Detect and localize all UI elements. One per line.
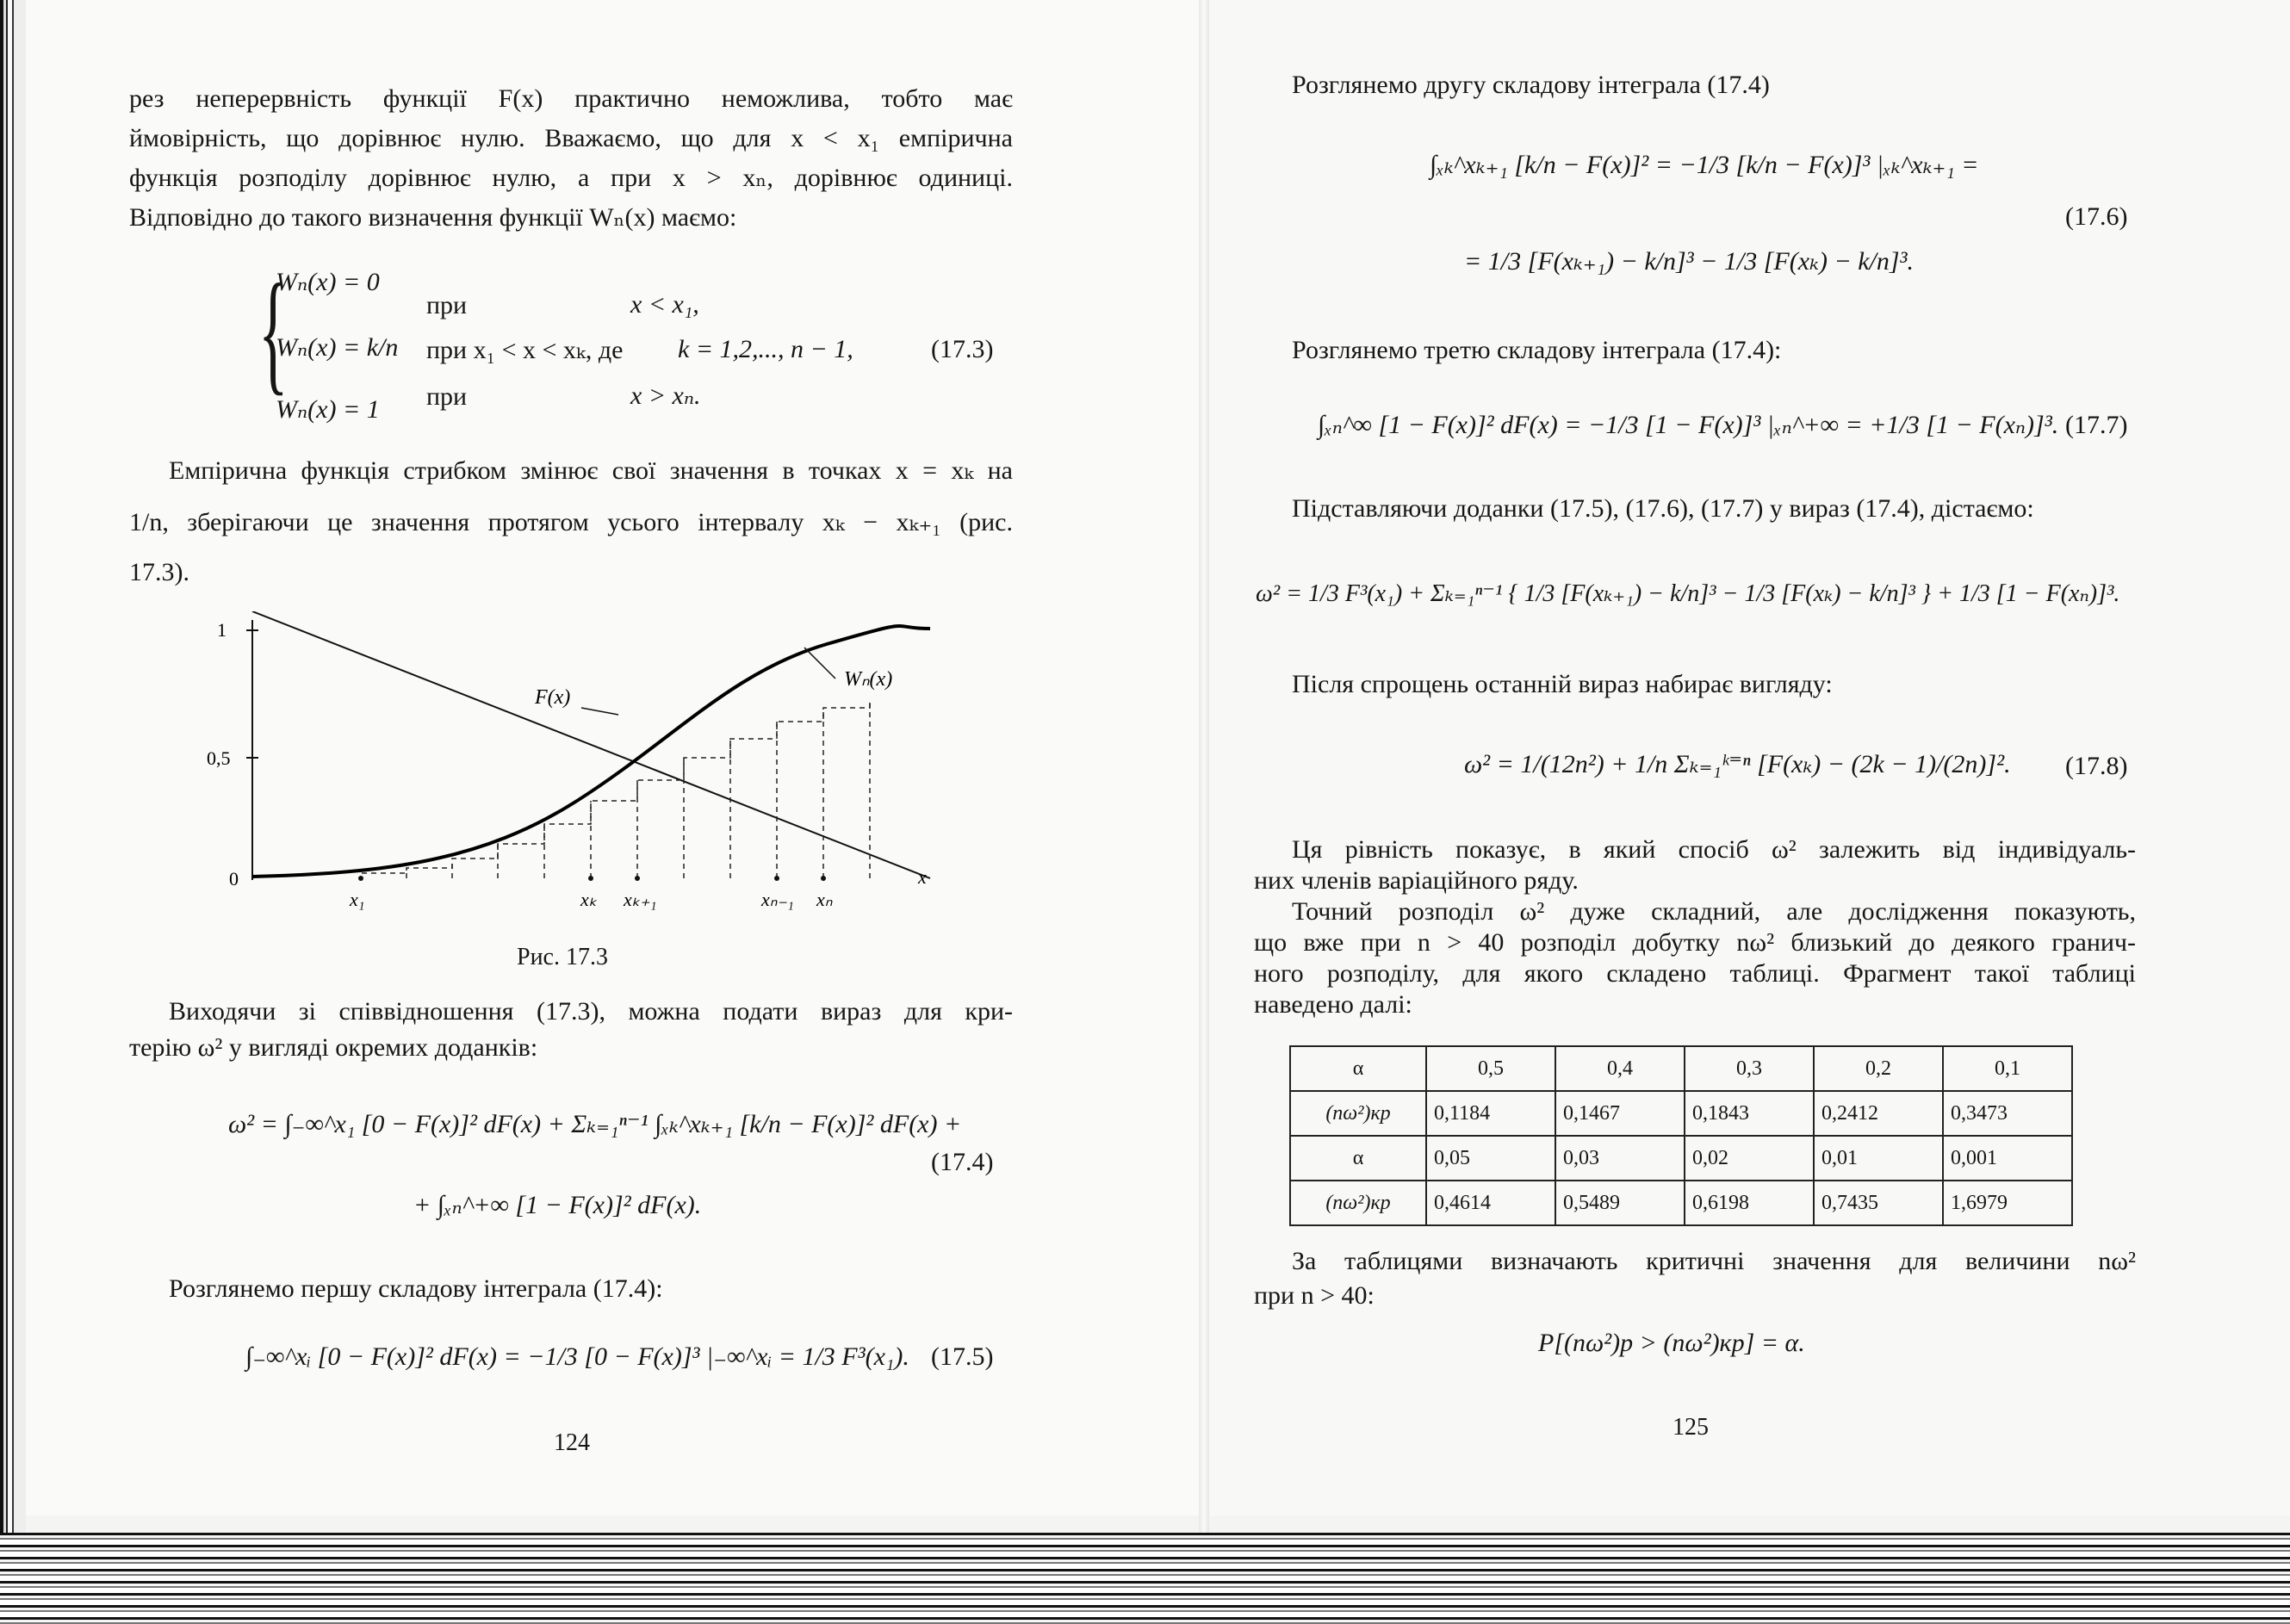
table-cell: 0,3 xyxy=(1685,1046,1814,1091)
left-para3-line2: терію ω² у вигляді окремих доданків: xyxy=(129,1033,538,1062)
y-tick-label-1: 1 xyxy=(217,619,227,641)
equation-number-17-3: (17.3) xyxy=(931,335,994,363)
table-row xyxy=(1290,1136,2072,1181)
right-para5-line5: ного розподілу, для якого складено таблиці. Фрагмент такої таблиці xyxy=(1254,959,2136,988)
y-tick-label-0: 0 xyxy=(229,868,239,889)
right-para5-line4: що вже при n > 40 розподіл добутку nω² близький до деякого гранич- xyxy=(1254,928,2136,957)
table-cell: 0,4614 xyxy=(1426,1181,1555,1225)
left-para1-line3: функція розподілу дорівнює нулю, а при x > xₙ, дорівнює одиниці. xyxy=(129,164,1013,192)
table-cell: 0,001 xyxy=(1943,1136,2072,1181)
table-cell: 0,02 xyxy=(1685,1136,1814,1181)
equation-17-7: ∫ₓₙ^∞ [1 − F(x)]² dF(x) = −1/3 [1 − F(x)]³ |ₓₙ^+∞ = +1/3 [1 − F(xₙ)]³. xyxy=(1318,411,2059,439)
system-row-2: Wₙ(x) = k/n xyxy=(276,333,399,362)
right-page-number: 125 xyxy=(1673,1414,1709,1441)
left-para3-line1: Виходячи зі співвідношення (17.3), можна подати вираз для кри- xyxy=(169,997,1013,1026)
left-para1-line4: Відповідно до такого визначення функції Wₙ(x) маємо: xyxy=(129,203,737,232)
x-tick-point-n1 xyxy=(774,876,779,881)
right-para4: Після спрощень останній вираз набирає вигляду: xyxy=(1292,670,1833,698)
equation-17-6-line2: = 1/3 [F(xₖ₊₁) − k/n]³ − 1/3 [F(xₖ) − k/n]³. xyxy=(1464,247,1915,276)
x-tick-label-xn: xₙ xyxy=(816,889,833,910)
table-cell: 0,1184 xyxy=(1426,1091,1555,1136)
left-para2-line2: 1/n, зберігаючи це значення протягом усього інтервалу xₖ − xₖ₊₁ (рис. xyxy=(129,508,1013,536)
critical-values-table xyxy=(1289,1045,2073,1226)
x-tick-point-n xyxy=(821,876,826,881)
curve-label-leader xyxy=(581,708,618,715)
table-cell: 0,7435 xyxy=(1814,1181,1943,1225)
left-para1-line2: ймовірність, що дорівнює нулю. Вважаємо, що для x < x₁ емпірична xyxy=(129,124,1013,152)
table-row-label: α xyxy=(1290,1136,1426,1181)
system-row-1: Wₙ(x) = 0 xyxy=(276,268,380,296)
table-row xyxy=(1290,1046,2072,1091)
right-para3: Підставляючи доданки (17.5), (17.6), (17.7) у вираз (17.4), дістаємо: xyxy=(1292,494,2034,523)
system-brace: { xyxy=(258,256,289,408)
x-tick-point-k1 xyxy=(635,876,640,881)
right-para6-line1: За таблицями визначають критичні значення для величини nω² xyxy=(1292,1247,2136,1275)
equation-final-probability: P[(nω²)р > (nω²)кр] = α. xyxy=(1538,1329,1805,1357)
table-cell: 0,03 xyxy=(1555,1136,1685,1181)
left-page-number: 124 xyxy=(554,1429,590,1456)
equation-number-17-6: (17.6) xyxy=(2065,202,2128,231)
equation-17-6-line1: ∫ₓₖ^xₖ₊₁ [k/n − F(x)]² = −1/3 [k/n − F(x)]³ |ₓₖ^xₖ₊₁ = xyxy=(1430,151,1979,179)
right-para5-line6: наведено далі: xyxy=(1254,990,1412,1019)
right-para5-line2: них членів варіаційного ряду. xyxy=(1254,866,1579,895)
system-cond-1: при xyxy=(426,291,468,319)
right-para5-line3: Точний розподіл ω² дуже складний, але дослідження показують, xyxy=(1292,897,2136,926)
table-cell: 0,3473 xyxy=(1943,1091,2072,1136)
table-cell: 0,2412 xyxy=(1814,1091,1943,1136)
x-tick-label-xk1: xₖ₊₁ xyxy=(624,889,657,910)
page-stack-edge xyxy=(0,1533,2290,1624)
book-binding-edge xyxy=(0,0,26,1624)
x-tick-label-x1: x₁ xyxy=(350,889,365,910)
x-axis-label: x xyxy=(918,866,927,888)
system-range-2: k = 1,2,..., n − 1, xyxy=(678,335,853,363)
equation-17-4-line1: ω² = ∫₋∞^x₁ [0 − F(x)]² dF(x) + Σₖ₌₁ⁿ⁻¹ ∫ₓₖ^xₖ₊₁ [k/n − F(x)]² dF(x) + xyxy=(228,1110,962,1138)
table-row-label: (nω²)кр xyxy=(1290,1091,1426,1136)
table-cell: 0,05 xyxy=(1426,1136,1555,1181)
system-range-3: x > xₙ. xyxy=(630,381,701,410)
book-gutter xyxy=(1199,0,1209,1538)
system-range-1: x < x₁, xyxy=(630,290,699,319)
left-para1-line1: рез неперервність функції F(x) практично неможлива, тобто має xyxy=(129,84,1013,113)
step-label: Wₙ(x) xyxy=(844,668,893,691)
table-cell: 0,1843 xyxy=(1685,1091,1814,1136)
x-tick-label-xn1: xₙ₋₁ xyxy=(761,889,794,910)
equation-number-17-5: (17.5) xyxy=(931,1342,994,1371)
system-cond-2: при x₁ < x < xₖ, де xyxy=(426,336,624,364)
figure-17-3 xyxy=(172,611,947,921)
table-cell: 0,1 xyxy=(1943,1046,2072,1091)
equation-number-17-4: (17.4) xyxy=(931,1148,994,1176)
table-cell: 0,2 xyxy=(1814,1046,1943,1091)
right-para5-line1: Ця рівність показує, в який спосіб ω² залежить від індивідуаль- xyxy=(1292,835,2136,864)
step-function-path xyxy=(362,701,870,873)
x-tick-point-k xyxy=(588,876,593,881)
equation-17-5: ∫₋∞^xᵢ [0 − F(x)]² dF(x) = −1/3 [0 − F(x)]³ |₋∞^xᵢ = 1/3 F³(x₁). xyxy=(245,1342,909,1371)
equation-omega-expanded: ω² = 1/3 F³(x₁) + Σₖ₌₁ⁿ⁻¹ { 1/3 [F(xₖ₊₁) − k/n]³ − 1/3 [F(xₖ) − k/n]³ } + 1/3 [1 − F(xₙ)]³. xyxy=(1256,580,2120,607)
y-tick-label-05: 0,5 xyxy=(207,747,231,769)
x-tick-label-xk: xₖ xyxy=(580,889,598,910)
table-cell: 0,01 xyxy=(1814,1136,1943,1181)
equation-number-17-8: (17.8) xyxy=(2065,752,2128,780)
left-para2-line3: 17.3). xyxy=(129,558,189,586)
table-cell: 0,5 xyxy=(1426,1046,1555,1091)
figure-caption: Рис. 17.3 xyxy=(517,944,608,970)
equation-17-4-line2: + ∫ₓₙ^+∞ [1 − F(x)]² dF(x). xyxy=(413,1191,702,1219)
curve-label: F(x) xyxy=(535,686,571,709)
system-row-3: Wₙ(x) = 1 xyxy=(276,395,380,424)
table-cell: 0,6198 xyxy=(1685,1181,1814,1225)
table-cell: 1,6979 xyxy=(1943,1181,2072,1225)
table-cell: 0,5489 xyxy=(1555,1181,1685,1225)
right-para6-line2: при n > 40: xyxy=(1254,1281,1375,1310)
table-row-label: (nω²)кр xyxy=(1290,1181,1426,1225)
system-cond-3: при xyxy=(426,382,468,411)
right-para1: Розглянемо другу складову інтеграла (17.4) xyxy=(1292,71,1770,99)
x-tick-point-1 xyxy=(358,876,363,881)
right-para2: Розглянемо третю складову інтеграла (17.4): xyxy=(1292,336,1782,364)
table-row xyxy=(1290,1181,2072,1225)
empirical-steps xyxy=(362,701,870,878)
left-para2-line1: Емпірична функція стрибком змінює свої значення в точках x = xₖ на xyxy=(169,456,1013,485)
equation-number-17-7: (17.7) xyxy=(2065,411,2128,439)
equation-17-8: ω² = 1/(12n²) + 1/n Σₖ₌₁ᵏ⁼ⁿ [F(xₖ) − (2k − 1)/(2n)]². xyxy=(1464,750,2011,778)
step-label-leader xyxy=(804,648,835,679)
table-row-label: α xyxy=(1290,1046,1426,1091)
table-cell: 0,4 xyxy=(1555,1046,1685,1091)
left-para4: Розглянемо першу складову інтеграла (17.4): xyxy=(169,1274,663,1303)
table-row xyxy=(1290,1091,2072,1136)
table-cell: 0,1467 xyxy=(1555,1091,1685,1136)
